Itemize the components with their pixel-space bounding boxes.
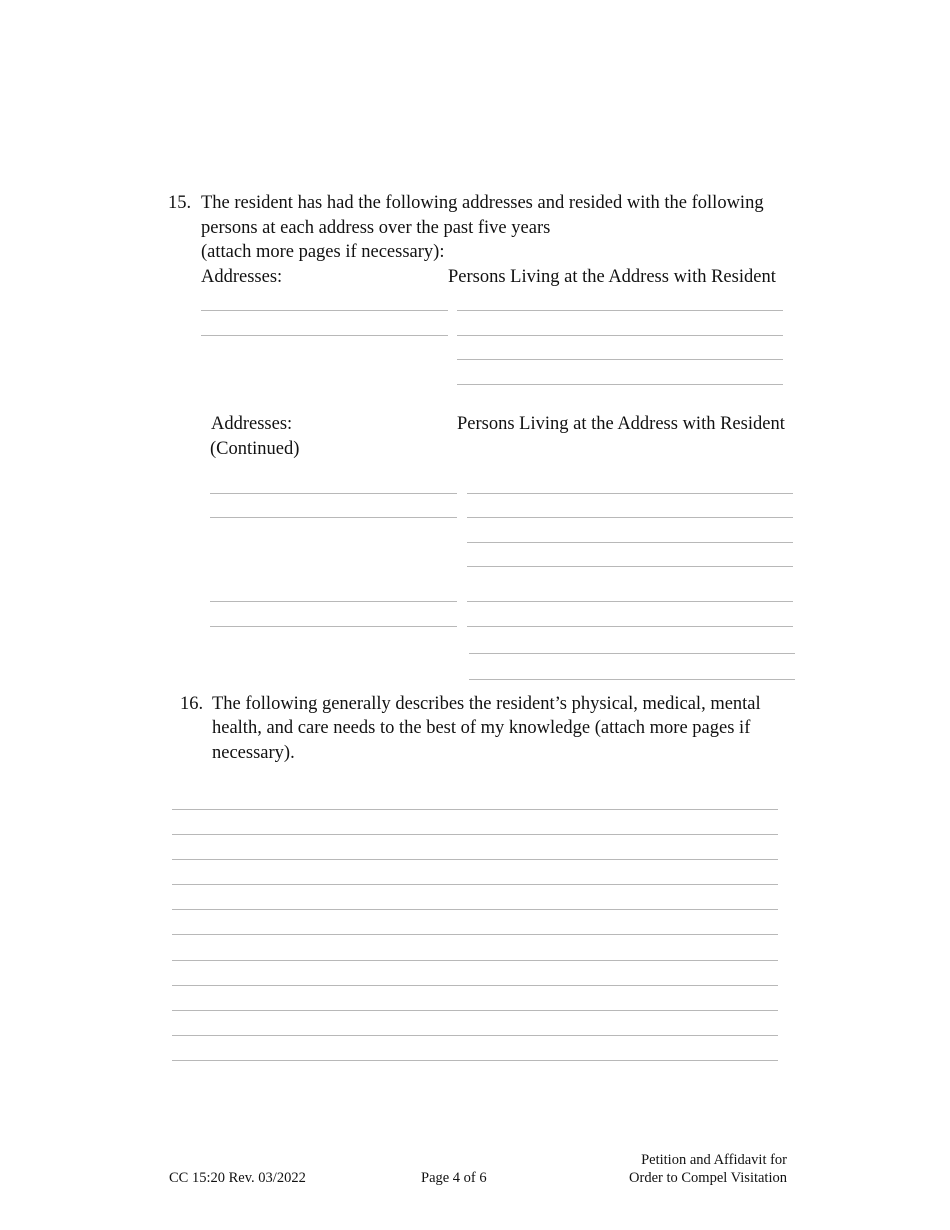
- address-field-line[interactable]: [210, 601, 457, 602]
- item-16-line-3: necessary).: [212, 743, 295, 763]
- persons-field-line[interactable]: [467, 626, 793, 627]
- item-16-line-1: The following generally describes the resident’s physical, medical, mental: [212, 694, 761, 714]
- address-field-line[interactable]: [210, 517, 457, 518]
- description-field-line[interactable]: [172, 1010, 778, 1011]
- continued-addresses-label: Addresses:: [211, 414, 293, 434]
- continued-persons-label: Persons Living at the Address with Resident: [457, 414, 785, 434]
- persons-field-line[interactable]: [457, 335, 783, 336]
- description-field-line[interactable]: [172, 834, 778, 835]
- item-15-line-3: (attach more pages if necessary):: [201, 242, 445, 262]
- description-field-line[interactable]: [172, 809, 778, 810]
- continued-label: (Continued): [210, 439, 300, 459]
- address-field-line[interactable]: [201, 310, 448, 311]
- address-field-line[interactable]: [210, 493, 457, 494]
- item-15-line-2: persons at each address over the past five years: [201, 218, 551, 238]
- persons-field-line[interactable]: [457, 359, 783, 360]
- item-16-line-2: health, and care needs to the best of my knowledge (attach more pages if: [212, 718, 751, 738]
- footer-title-line-1: Petition and Affidavit for: [641, 1152, 787, 1168]
- persons-field-line[interactable]: [467, 542, 793, 543]
- address-field-line[interactable]: [210, 626, 457, 627]
- description-field-line[interactable]: [172, 909, 778, 910]
- persons-field-line[interactable]: [467, 566, 793, 567]
- footer-page-number: Page 4 of 6: [421, 1170, 487, 1186]
- description-field-line[interactable]: [172, 960, 778, 961]
- description-field-line[interactable]: [172, 1060, 778, 1061]
- item-16-number: 16.: [180, 694, 204, 714]
- persons-field-line[interactable]: [457, 310, 783, 311]
- persons-field-line[interactable]: [469, 653, 795, 654]
- description-field-line[interactable]: [172, 1035, 778, 1036]
- persons-field-line[interactable]: [467, 517, 793, 518]
- persons-label: Persons Living at the Address with Resident: [448, 267, 776, 287]
- item-15-number: 15.: [168, 193, 192, 213]
- persons-field-line[interactable]: [457, 384, 783, 385]
- footer-title-line-2: Order to Compel Visitation: [629, 1170, 787, 1186]
- item-15-line-1: The resident has had the following addresses and resided with the following: [201, 193, 764, 213]
- description-field-line[interactable]: [172, 934, 778, 935]
- description-field-line[interactable]: [172, 985, 778, 986]
- address-field-line[interactable]: [201, 335, 448, 336]
- persons-field-line[interactable]: [467, 601, 793, 602]
- persons-field-line[interactable]: [469, 679, 795, 680]
- footer-form-code: CC 15:20 Rev. 03/2022: [169, 1170, 306, 1186]
- description-field-line[interactable]: [172, 859, 778, 860]
- addresses-label: Addresses:: [201, 267, 283, 287]
- persons-field-line[interactable]: [467, 493, 793, 494]
- description-field-line[interactable]: [172, 884, 778, 885]
